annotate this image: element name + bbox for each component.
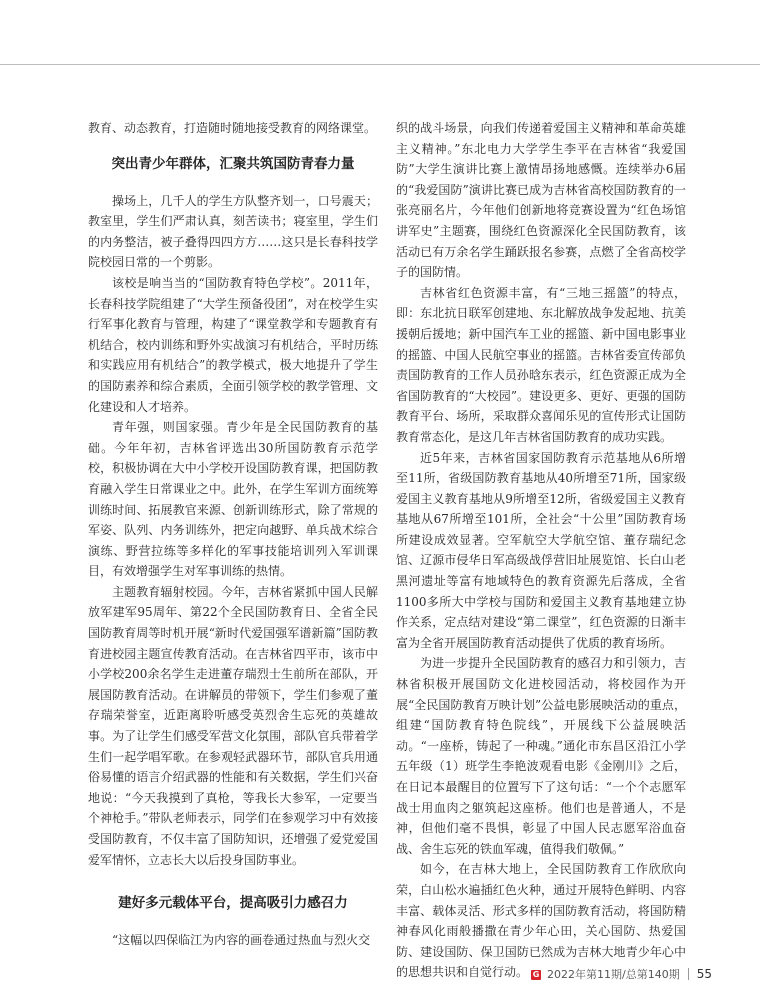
end-mark-icon: G xyxy=(532,970,540,980)
paragraph-final xyxy=(396,859,686,983)
paragraph: 为进一步提升全民国防教育的感召力和引领力，吉林省积极开展国防文化进校园活动，将校园作为开展“全民国防教育万映计划”公益电影展映活动的重点，组建“国防教育特色院线”，开展线下公益展映活动。“一座桥，铸起了一种魂。”通化市东昌区沿江小学五年级（1）班学生李艳波观看电影《金刚川》之后，在日记本最醒目的位置写下了这句话：“一个个志愿军战士用血肉之躯筑起这座桥。他们也是普通人，不是神，但他们毫不畏惧，彰显了中国人民志愿军浴血奋战、舍生忘死的铁血军魂，值得我们敬佩。” xyxy=(396,656,686,856)
right-column xyxy=(396,118,686,983)
paragraph-text: 如今，在吉林大地上，全民国防教育工作欣欣向荣，白山松水遍插红色火种，通过开展特色鲜明、内容丰富、载体灵活、形式多样的国防教育活动，将国防精神春风化雨般播撒在青少年心田，关心国防、热爱国防、建设国防、保卫国防已然成为吉林大地青少年心中的思想共识和自觉行动。 xyxy=(396,862,686,980)
footer-divider xyxy=(688,968,689,980)
left-column xyxy=(88,118,378,951)
paragraph: 操场上，几千人的学生方队整齐划一，口号震天；教室里，学生们严肃认真，刻苦读书；寝室里，学生们的内务整洁，被子叠得四四方方……这只是长春科技学院校园日常的一个剪影。 xyxy=(88,193,378,270)
paragraph-continuation: 教育、动态教育，打造随时随地接受教育的网络课堂。 xyxy=(88,121,377,135)
paragraph: 主题教育辐射校园。今年，吉林省紧抓中国人民解放军建军95周年、第22个全民国防教育日、全省全民国防教育周等时机开展“新时代爱国强军谱新篇”国防教育进校园主题宣传教育活动。在吉林省四平市，该市中小学校200余名学生走进董存瑞烈士生前所在部队，开展国防教育活动。在讲解员的带领下，学生们参观了董存瑞荣誉室，近距离聆听感受英烈舍生忘死的英雄故事。为了让学生们感受军营文化氛围，部队官兵带着学生们一起学唱军歌。在参观轻武器环节，部队官兵用通俗易懂的语言介绍武器的性能和有关数据，学生们兴奋地说：“今天我摸到了真枪，等我长大参军，一定要当个神枪手。”带队老师表示，同学们在参观学习中有效接受国防教育，不仅丰富了国防知识，还增强了爱党爱国爱军情怀，立志长大以后投身国防事业。 xyxy=(88,584,378,867)
page-number: 55 xyxy=(696,967,712,981)
section-heading-platform: 建好多元载体平台，提高吸引力感召力 xyxy=(118,895,348,912)
page-footer xyxy=(547,966,712,982)
paragraph-continuation: 织的战斗场景，向我们传递着爱国主义精神和革命英雄主义精神。”东北电力大学学生李平在吉林省“我爱国防”大学生演讲比赛上激情昂扬地感慨。连续举办6届的“我爱国防”演讲比赛已成为吉林省高校国防教育的一张亮丽名片，今年他们创新地将竞赛设置为“红色场馆讲军史”主题赛，围绕红色资源深化全民国防教育，该活动已有万余名学生踊跃报名参赛，点燃了全省高校学子的国防情。 xyxy=(396,121,686,280)
section-heading-youth: 突出青少年群体，汇聚共筑国防青春力量 xyxy=(111,155,355,172)
paragraph: 吉林省红色资源丰富，有“三地三摇篮”的特点，即：东北抗日联军创建地、东北解放战争发起地、抗美援朝后援地；新中国汽车工业的摇篮、新中国电影事业的摇篮、中国人民航空事业的摇篮。吉林省委宣传部负责国防教育的工作人员孙晗东表示，红色资源正成为全省国防教育的“大校园”。建设更多、更好、更强的国防教育平台、场所，采取群众喜闻乐见的宣传形式让国防教育常态化，是这几年吉林省国防教育的成功实践。 xyxy=(396,285,686,444)
paragraph: 青年强，则国家强。青少年是全民国防教育的基础。今年年初，吉林省评选出30所国防教育示范学校，积极协调在大中小学校开设国防教育课，把国防教育融入学生日常课业之中。此外，在学生军训方面统筹训练时间、拓展教官来源、创新训练形式，除了常规的军姿、队列、内务训练外，把定向越野、单兵战术综合演练、野营拉练等多样化的军事技能培训列入军训课目，有效增强学生对军事训练的热情。 xyxy=(88,420,378,579)
header-rule xyxy=(0,64,760,65)
paragraph: “这幅以四保临江为内容的画卷通过热血与烈火交 xyxy=(112,933,371,948)
paragraph: 近5年来，吉林省国家国防教育示范基地从6所增至11所，省级国防教育基地从40所增至71所，国家级爱国主义教育基地从9所增至12所，省级爱国主义教育基地从67所增至101所，全社会“十公里”国防教育场所建设成效显著。空军航空大学航空馆、董存瑞纪念馆、辽源市侵华日军高级战俘营旧址展览馆、长白山老黑河遗址等富有地域特色的教育资源先后落成，全省1100多所大中学校与国防和爱国主义教育基地建立协作关系，定点结对建设“第二课堂”，红色资源的日渐丰富为全省开展国防教育活动提供了优质的教育场所。 xyxy=(396,450,686,650)
issue-label: 2022年第11期/总第140期 xyxy=(547,968,680,981)
paragraph: 该校是响当当的“国防教育特色学校”。2011年，长春科技学院组建了“大学生预备役团”，对在校学生实行军事化教育与管理，构建了“课堂教学和专题教育有机结合，校内训练和野外实战演习有机结合，平时历练和实践应用有机结合”的教学模式，极大地提升了学生的国防素养和综合素质，全面引领学校的教学管理、文化建设和人才培养。 xyxy=(88,275,378,414)
